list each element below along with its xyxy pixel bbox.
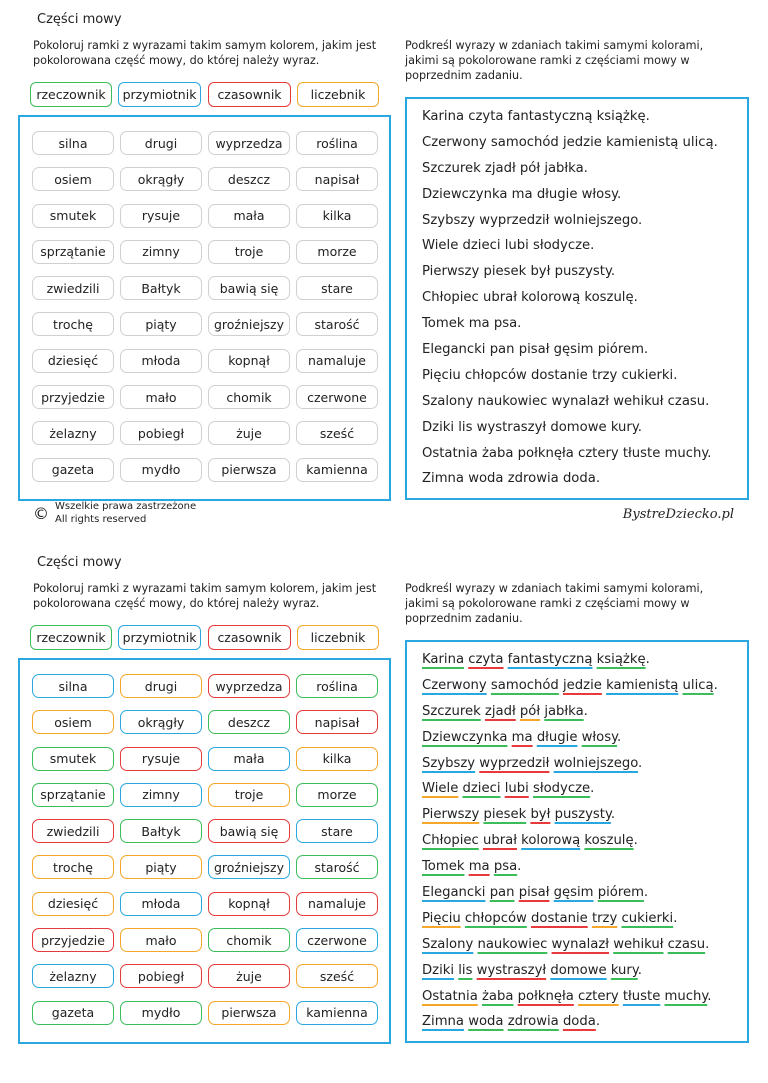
word-tile[interactable]: mydło bbox=[120, 1001, 202, 1025]
sentence-word[interactable]: wynalazł bbox=[551, 936, 609, 952]
sentence-word[interactable]: dzieci bbox=[462, 238, 501, 254]
sentence-word[interactable]: gęsim bbox=[553, 885, 594, 901]
word-tile[interactable]: zimny bbox=[120, 783, 202, 807]
word-tile[interactable]: drugi bbox=[120, 674, 202, 698]
worksheet-title: Części mowy bbox=[37, 555, 122, 570]
sentence-word[interactable]: długie bbox=[536, 186, 578, 202]
sentence-word[interactable]: czyta bbox=[468, 652, 504, 667]
sentence-word[interactable]: samochód bbox=[490, 677, 559, 693]
word-tile[interactable]: mało bbox=[120, 385, 202, 409]
sentence-word[interactable]: długie bbox=[536, 729, 578, 745]
sentence-line bbox=[422, 156, 747, 182]
sentence-word[interactable]: dostanie bbox=[531, 367, 588, 383]
sentence-punct: . bbox=[643, 885, 649, 901]
sentence-word[interactable]: Pięciu bbox=[422, 367, 461, 383]
copyright-notice bbox=[33, 500, 196, 526]
sentence-word[interactable]: tłuste bbox=[622, 445, 661, 461]
sentence-word[interactable]: połknęła bbox=[517, 988, 574, 1004]
sentence-line bbox=[422, 130, 747, 156]
sentence-word[interactable]: wystraszył bbox=[476, 962, 547, 978]
sentence-punct: . bbox=[517, 859, 522, 875]
sentence-word[interactable]: połknęła bbox=[517, 445, 574, 461]
sentence-line bbox=[422, 104, 747, 130]
sentence-punct: . bbox=[707, 445, 712, 461]
sentence-line bbox=[422, 415, 747, 441]
word-tile[interactable]: kopnął bbox=[208, 349, 290, 373]
word-tile[interactable]: sprzątanie bbox=[32, 783, 114, 807]
word-tile[interactable]: mała bbox=[208, 204, 290, 228]
word-tile[interactable]: chomik bbox=[208, 385, 290, 409]
sentence-word[interactable]: ma bbox=[511, 729, 533, 745]
word-tile[interactable]: pierwsza bbox=[208, 1001, 290, 1025]
word-tile[interactable]: czerwone bbox=[296, 928, 378, 952]
sentence-word[interactable]: ulicą bbox=[682, 677, 714, 693]
sentences-frame bbox=[405, 97, 749, 500]
legend-verb: czasownik bbox=[208, 82, 291, 107]
word-tile[interactable]: piąty bbox=[120, 312, 202, 336]
sentence-word[interactable]: fantastyczną bbox=[507, 109, 593, 124]
word-tile[interactable]: zwiedzili bbox=[32, 819, 114, 843]
sentence-word[interactable]: słodycze bbox=[532, 781, 591, 797]
legend-noun: rzeczownik bbox=[30, 625, 112, 650]
sentence-word[interactable]: cukierki bbox=[621, 367, 674, 383]
word-tile[interactable]: morze bbox=[296, 240, 378, 264]
sentence-word[interactable]: dzieci bbox=[462, 781, 501, 797]
sentence-word[interactable]: wystraszył bbox=[476, 419, 547, 435]
sentence-line bbox=[422, 984, 747, 1010]
sentence-punct: . bbox=[705, 393, 710, 409]
sentence-word[interactable]: jedzie bbox=[563, 134, 602, 150]
word-tile[interactable]: Bałtyk bbox=[120, 819, 202, 843]
sentence-line bbox=[422, 802, 747, 828]
word-tile[interactable]: kilka bbox=[296, 747, 378, 771]
word-tile[interactable]: wyprzedza bbox=[208, 674, 290, 698]
sentence-word[interactable]: ubrał bbox=[482, 290, 517, 306]
sentence-punct: . bbox=[637, 962, 642, 978]
sentence-line bbox=[422, 699, 747, 725]
sentence-word[interactable]: pisał bbox=[518, 885, 550, 901]
sentence-word[interactable]: pan bbox=[489, 342, 515, 358]
sentence-punct: . bbox=[707, 988, 712, 1004]
sentence-word[interactable]: ulicą bbox=[682, 134, 714, 150]
sentence-word[interactable]: Wiele bbox=[422, 781, 459, 797]
sentence-word[interactable]: chłopców bbox=[464, 367, 527, 383]
sentence-word[interactable]: książkę bbox=[596, 652, 646, 667]
sentence-line bbox=[422, 208, 747, 234]
sentence-line bbox=[422, 1009, 747, 1035]
sentence-line bbox=[422, 776, 747, 802]
sentence-line bbox=[422, 673, 747, 699]
sentence-word[interactable]: był bbox=[530, 264, 551, 280]
sentence-line bbox=[422, 363, 747, 389]
sentence-word[interactable]: Szybszy bbox=[422, 212, 476, 228]
word-tile[interactable]: groźniejszy bbox=[208, 855, 290, 879]
sentence-word[interactable]: Wiele bbox=[422, 238, 459, 254]
sentence-word[interactable]: Karina bbox=[422, 109, 465, 124]
sentence-line bbox=[422, 751, 747, 777]
word-tile[interactable]: przyjedzie bbox=[32, 928, 114, 952]
sentence-line bbox=[422, 389, 747, 415]
sentence-word[interactable]: Dziki bbox=[422, 419, 455, 435]
word-tile[interactable]: kilka bbox=[296, 204, 378, 228]
word-tile[interactable]: dziesięć bbox=[32, 892, 114, 916]
sentence-word[interactable]: dostanie bbox=[531, 910, 588, 926]
sentence-punct: . bbox=[645, 652, 650, 667]
sentence-line bbox=[422, 466, 747, 492]
word-tile[interactable]: gazeta bbox=[32, 458, 114, 482]
sentence-punct: . bbox=[590, 238, 595, 254]
sentence-word[interactable]: lis bbox=[458, 962, 473, 978]
sentence-punct: . bbox=[583, 703, 588, 719]
sentence-word[interactable]: był bbox=[530, 807, 551, 823]
word-tile[interactable]: deszcz bbox=[208, 710, 290, 734]
sentence-punct: . bbox=[633, 290, 638, 306]
sentence-word[interactable]: samochód bbox=[490, 134, 559, 150]
sentence-word[interactable]: doda bbox=[562, 471, 596, 487]
sentence-word[interactable]: zdrowia bbox=[507, 471, 559, 487]
sentence-word[interactable]: Chłopiec bbox=[422, 290, 479, 306]
sentence-punct: . bbox=[713, 134, 718, 150]
word-tile[interactable]: silna bbox=[32, 674, 114, 698]
sentence-line bbox=[422, 441, 747, 467]
word-tile[interactable]: młoda bbox=[120, 349, 202, 373]
word-tile[interactable]: starość bbox=[296, 855, 378, 879]
sentence-word[interactable]: Czerwony bbox=[422, 134, 487, 150]
sentence-word[interactable]: pan bbox=[489, 885, 515, 901]
sentence-word[interactable]: żaba bbox=[481, 988, 514, 1004]
sentence-word[interactable]: włosy bbox=[581, 186, 618, 202]
word-tile[interactable]: pobiegł bbox=[120, 421, 202, 445]
word-tile[interactable]: morze bbox=[296, 783, 378, 807]
sentence-word[interactable]: słodycze bbox=[532, 238, 591, 254]
word-tile[interactable]: chomik bbox=[208, 928, 290, 952]
word-tile[interactable]: napisał bbox=[296, 167, 378, 191]
word-tile[interactable]: bawią się bbox=[208, 819, 290, 843]
word-tile[interactable]: kamienna bbox=[296, 458, 378, 482]
sentence-word[interactable]: wehikuł bbox=[613, 393, 664, 409]
word-tile[interactable]: osiem bbox=[32, 167, 114, 191]
sentence-word[interactable]: doda bbox=[562, 1014, 596, 1030]
word-tile[interactable]: okrągły bbox=[120, 710, 202, 734]
word-tile[interactable]: kopnął bbox=[208, 892, 290, 916]
sentence-line bbox=[422, 906, 747, 932]
sentence-word[interactable]: psa bbox=[493, 316, 518, 332]
word-tile[interactable]: smutek bbox=[32, 204, 114, 228]
sentence-punct: . bbox=[638, 755, 643, 771]
sentence-word[interactable]: Dziewczynka bbox=[422, 186, 508, 202]
sentence-word[interactable]: Szczurek bbox=[422, 160, 481, 176]
sentence-word[interactable]: ubrał bbox=[482, 833, 517, 849]
word-tile[interactable]: zimny bbox=[120, 240, 202, 264]
sentence-word[interactable]: muchy bbox=[664, 988, 708, 1004]
sentence-word[interactable]: Karina bbox=[422, 652, 465, 667]
sentence-word[interactable]: piórem bbox=[597, 885, 644, 901]
word-tile[interactable]: gazeta bbox=[32, 1001, 114, 1025]
sentence-punct: . bbox=[673, 367, 678, 383]
sentence-word[interactable]: wyprzedził bbox=[479, 212, 550, 228]
word-tile[interactable]: trochę bbox=[32, 855, 114, 879]
sentence-word[interactable]: cztery bbox=[577, 988, 619, 1004]
sentence-word[interactable]: wolniejszego bbox=[553, 755, 639, 771]
word-tile[interactable]: żuje bbox=[208, 421, 290, 445]
sentence-line bbox=[422, 647, 747, 673]
worksheet-title: Części mowy bbox=[37, 12, 122, 27]
sentence-word[interactable]: czasu bbox=[667, 936, 706, 952]
sentence-punct: . bbox=[643, 342, 649, 358]
word-tile[interactable]: silna bbox=[32, 131, 114, 155]
sentence-word[interactable]: Zimna bbox=[422, 1014, 464, 1030]
sentence-word[interactable]: Szalony bbox=[422, 393, 474, 409]
word-tile[interactable]: Bałtyk bbox=[120, 276, 202, 300]
word-tile[interactable]: osiem bbox=[32, 710, 114, 734]
sentence-word[interactable]: Tomek bbox=[422, 316, 465, 332]
word-tile[interactable]: pierwsza bbox=[208, 458, 290, 482]
word-tile[interactable]: troje bbox=[208, 783, 290, 807]
sentence-line bbox=[422, 880, 747, 906]
sentence-word[interactable]: kamienistą bbox=[606, 134, 679, 150]
sentence-word[interactable]: domowe bbox=[550, 962, 607, 978]
sentence-word[interactable]: koszulę bbox=[584, 290, 634, 306]
sentence-line bbox=[422, 285, 747, 311]
sentence-word[interactable]: piesek bbox=[483, 807, 527, 823]
sentence-punct: . bbox=[517, 316, 522, 332]
sentence-word[interactable]: czasu bbox=[667, 393, 706, 409]
sentence-word[interactable]: fantastyczną bbox=[507, 652, 593, 667]
word-tile[interactable]: namaluje bbox=[296, 349, 378, 373]
word-tile[interactable]: starość bbox=[296, 312, 378, 336]
sentence-line bbox=[422, 828, 747, 854]
legend-noun: rzeczownik bbox=[30, 82, 112, 107]
sentence-word[interactable]: kolorową bbox=[521, 833, 581, 849]
sentence-line bbox=[422, 932, 747, 958]
sentence-punct: . bbox=[713, 677, 718, 693]
sentence-punct: . bbox=[610, 264, 616, 280]
sentence-word[interactable]: Elegancki bbox=[422, 342, 486, 358]
sentence-word[interactable]: kury bbox=[610, 419, 638, 435]
word-tile[interactable]: piąty bbox=[120, 855, 202, 879]
sentence-word[interactable]: czyta bbox=[468, 109, 504, 124]
word-tile[interactable]: żuje bbox=[208, 964, 290, 988]
sentence-word[interactable]: lubi bbox=[504, 238, 529, 254]
sentence-word[interactable]: Zimna bbox=[422, 471, 464, 487]
sentence-word[interactable]: pół bbox=[519, 160, 541, 176]
sentence-word[interactable]: zdrowia bbox=[507, 1014, 559, 1030]
word-tiles-frame bbox=[18, 658, 391, 1044]
sentence-word[interactable]: piórem bbox=[597, 342, 644, 358]
sentence-word[interactable]: ma bbox=[468, 859, 490, 875]
sentence-punct: . bbox=[595, 1014, 601, 1030]
sentence-punct: . bbox=[633, 833, 638, 849]
word-tile[interactable]: wyprzedza bbox=[208, 131, 290, 155]
word-tile[interactable]: zwiedzili bbox=[32, 276, 114, 300]
word-grid bbox=[32, 131, 382, 482]
sentence-word[interactable]: koszulę bbox=[584, 833, 634, 849]
sentence-word[interactable]: pół bbox=[519, 703, 541, 719]
word-tile[interactable]: rysuje bbox=[120, 747, 202, 771]
sentence-word[interactable]: woda bbox=[468, 471, 504, 487]
word-tile[interactable]: sprzątanie bbox=[32, 240, 114, 264]
instruction-coloring: Pokoloruj ramki z wyrazami takim samym kolorem, jakim jest pokolorowana część mowy, do której należy wyraz. bbox=[33, 39, 377, 67]
sentence-word[interactable]: jabłka bbox=[544, 160, 584, 176]
sentence-word[interactable]: domowe bbox=[550, 419, 607, 435]
sentence-word[interactable]: jabłka bbox=[544, 703, 584, 719]
sentence-word[interactable]: Pierwszy bbox=[422, 264, 480, 280]
sentence-word[interactable]: kury bbox=[610, 962, 638, 978]
sentence-word[interactable]: trzy bbox=[591, 367, 618, 383]
word-tile[interactable]: roślina bbox=[296, 674, 378, 698]
sentence-word[interactable]: lubi bbox=[504, 781, 529, 797]
sentence-word[interactable]: książkę bbox=[596, 109, 646, 124]
sentence-word[interactable]: wyprzedził bbox=[479, 755, 550, 771]
sentence-word[interactable]: Pierwszy bbox=[422, 807, 480, 823]
word-tile[interactable]: roślina bbox=[296, 131, 378, 155]
sentence-punct: . bbox=[595, 471, 601, 487]
sentence-punct: . bbox=[637, 419, 642, 435]
word-tile[interactable]: namaluje bbox=[296, 892, 378, 916]
word-tile[interactable]: żelazny bbox=[32, 964, 114, 988]
sentence-word[interactable]: puszysty bbox=[554, 807, 611, 823]
word-tile[interactable]: stare bbox=[296, 276, 378, 300]
legend-numeral: liczebnik bbox=[297, 625, 379, 650]
sentence-word[interactable]: Szalony bbox=[422, 936, 474, 952]
word-tiles-frame bbox=[18, 115, 391, 501]
legend-adjective: przymiotnik bbox=[118, 82, 201, 107]
sentence-word[interactable]: naukowiec bbox=[477, 393, 548, 409]
word-tile[interactable]: drugi bbox=[120, 131, 202, 155]
word-tile[interactable]: pobiegł bbox=[120, 964, 202, 988]
sentence-line bbox=[422, 311, 747, 337]
word-tile[interactable]: mało bbox=[120, 928, 202, 952]
sentence-word[interactable]: tłuste bbox=[622, 988, 661, 1004]
sentence-word[interactable]: kolorową bbox=[521, 290, 581, 306]
sentence-word[interactable]: Chłopiec bbox=[422, 833, 479, 849]
word-tile[interactable]: żelazny bbox=[32, 421, 114, 445]
sentence-word[interactable]: Szczurek bbox=[422, 703, 481, 719]
sentence-punct: . bbox=[583, 160, 588, 176]
word-tile[interactable]: napisał bbox=[296, 710, 378, 734]
sentence-word[interactable]: puszysty bbox=[554, 264, 611, 280]
copyright-en: All rights reserved bbox=[55, 514, 147, 525]
sentence-word[interactable]: Ostatnia bbox=[422, 445, 478, 461]
instruction-underlining: Podkreśl wyrazy w zdaniach takimi samymi kolorami, jakimi są pokolorowane ramki z częściami mowy w poprzednim zadaniu. bbox=[405, 582, 704, 625]
sentence-line bbox=[422, 259, 747, 285]
sentence-line bbox=[422, 725, 747, 751]
sentence-word[interactable]: Pięciu bbox=[422, 910, 461, 926]
word-tile[interactable]: stare bbox=[296, 819, 378, 843]
sentence-word[interactable]: Czerwony bbox=[422, 677, 487, 693]
sentence-line bbox=[422, 337, 747, 363]
sentence-punct: . bbox=[617, 729, 622, 745]
sentence-word[interactable]: wolniejszego bbox=[553, 212, 639, 228]
word-tile[interactable]: trochę bbox=[32, 312, 114, 336]
sentence-line bbox=[422, 854, 747, 880]
sentence-word[interactable]: lis bbox=[458, 419, 473, 435]
word-tile[interactable]: groźniejszy bbox=[208, 312, 290, 336]
sentence-punct: . bbox=[673, 910, 678, 926]
sentence-word[interactable]: Elegancki bbox=[422, 885, 486, 901]
word-tile[interactable]: sześć bbox=[296, 964, 378, 988]
sentence-word[interactable]: Dziewczynka bbox=[422, 729, 508, 745]
sentence-word[interactable]: wynalazł bbox=[551, 393, 609, 409]
instruction-coloring: Pokoloruj ramki z wyrazami takim samym kolorem, jakim jest pokolorowana część mowy, do której należy wyraz. bbox=[33, 582, 377, 610]
sentence-punct: . bbox=[610, 807, 616, 823]
sentence-word[interactable]: Dziki bbox=[422, 962, 455, 978]
word-tile[interactable]: sześć bbox=[296, 421, 378, 445]
copyright-pl: Wszelkie prawa zastrzeżone bbox=[55, 501, 197, 512]
sentence-word[interactable]: kamienistą bbox=[606, 677, 679, 693]
sentence-word[interactable]: ma bbox=[511, 186, 533, 202]
sentence-word[interactable]: cztery bbox=[577, 445, 619, 461]
sentence-word[interactable]: wehikuł bbox=[613, 936, 664, 952]
sentence-word[interactable]: Szybszy bbox=[422, 755, 476, 771]
sentences-frame bbox=[405, 640, 749, 1043]
sentence-word[interactable]: piesek bbox=[483, 264, 527, 280]
word-tile[interactable]: rysuje bbox=[120, 204, 202, 228]
sentence-punct: . bbox=[590, 781, 595, 797]
sentence-word[interactable]: gęsim bbox=[553, 342, 594, 358]
sentence-word[interactable]: cukierki bbox=[621, 910, 674, 926]
word-tile[interactable]: okrągły bbox=[120, 167, 202, 191]
word-tile[interactable]: kamienna bbox=[296, 1001, 378, 1025]
sentence-word[interactable]: woda bbox=[468, 1014, 504, 1030]
word-grid bbox=[32, 674, 382, 1025]
sentence-line bbox=[422, 958, 747, 984]
worksheet-solved bbox=[0, 543, 768, 1083]
word-tile[interactable]: bawią się bbox=[208, 276, 290, 300]
word-tile[interactable]: mała bbox=[208, 747, 290, 771]
copyright-icon: © bbox=[33, 503, 49, 523]
legend-numeral: liczebnik bbox=[297, 82, 379, 107]
sentence-word[interactable]: naukowiec bbox=[477, 936, 548, 952]
word-tile[interactable]: mydło bbox=[120, 458, 202, 482]
sentence-punct: . bbox=[638, 212, 643, 228]
sentence-word[interactable]: ma bbox=[468, 316, 490, 332]
word-tile[interactable]: dziesięć bbox=[32, 349, 114, 373]
brand-logo: BystreDziecko.pl bbox=[622, 507, 734, 522]
sentence-word[interactable]: jedzie bbox=[563, 677, 602, 693]
sentence-punct: . bbox=[617, 186, 622, 202]
sentence-word[interactable]: muchy bbox=[664, 445, 708, 461]
sentence-word[interactable]: zjadł bbox=[484, 703, 516, 719]
legend-verb: czasownik bbox=[208, 625, 291, 650]
legend-adjective: przymiotnik bbox=[118, 625, 201, 650]
word-tile[interactable]: troje bbox=[208, 240, 290, 264]
sentence-punct: . bbox=[645, 109, 650, 124]
word-tile[interactable]: młoda bbox=[120, 892, 202, 916]
sentence-word[interactable]: pisał bbox=[518, 342, 550, 358]
sentence-word[interactable]: trzy bbox=[591, 910, 618, 926]
sentence-word[interactable]: chłopców bbox=[464, 910, 527, 926]
word-tile[interactable]: deszcz bbox=[208, 167, 290, 191]
sentence-word[interactable]: żaba bbox=[481, 445, 514, 461]
sentence-word[interactable]: Tomek bbox=[422, 859, 465, 875]
sentence-word[interactable]: włosy bbox=[581, 729, 618, 745]
instruction-underlining: Podkreśl wyrazy w zdaniach takimi samymi kolorami, jakimi są pokolorowane ramki z częściami mowy w poprzednim zadaniu. bbox=[405, 39, 704, 82]
sentence-line bbox=[422, 182, 747, 208]
word-tile[interactable]: przyjedzie bbox=[32, 385, 114, 409]
sentence-line bbox=[422, 233, 747, 259]
worksheet-blank bbox=[0, 0, 768, 540]
word-tile[interactable]: smutek bbox=[32, 747, 114, 771]
word-tile[interactable]: czerwone bbox=[296, 385, 378, 409]
sentence-word[interactable]: psa bbox=[493, 859, 518, 875]
sentence-punct: . bbox=[705, 936, 710, 952]
sentence-word[interactable]: zjadł bbox=[484, 160, 516, 176]
sentence-word[interactable]: Ostatnia bbox=[422, 988, 478, 1004]
